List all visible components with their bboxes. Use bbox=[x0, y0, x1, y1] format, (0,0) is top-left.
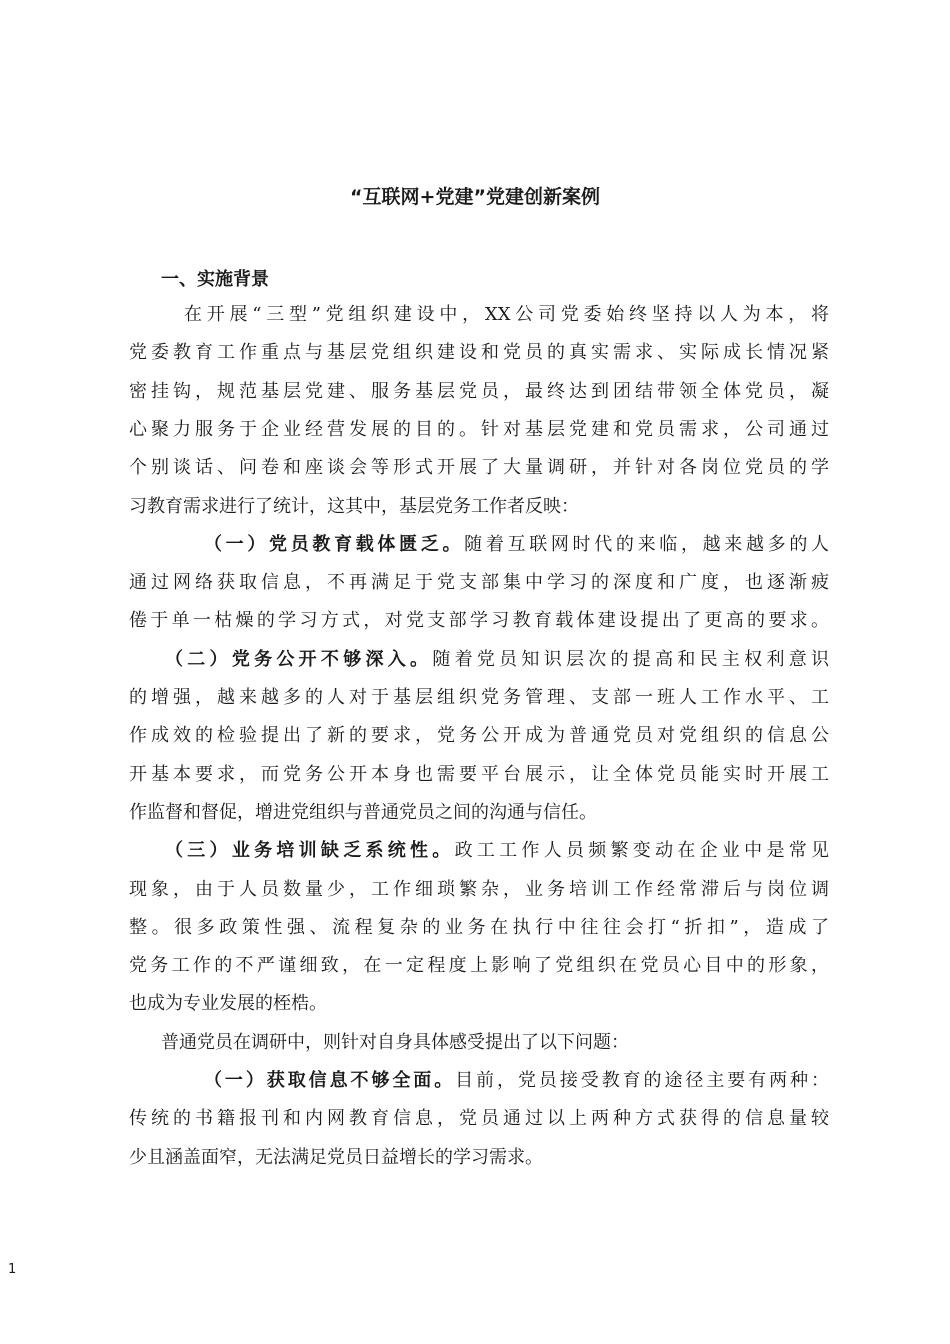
body-line bbox=[129, 570, 829, 596]
body-line bbox=[129, 762, 829, 788]
body-line bbox=[129, 1106, 829, 1132]
body-line bbox=[129, 494, 829, 520]
line-text: 也成为专业发展的桎梏。 bbox=[129, 993, 327, 1015]
body-line bbox=[129, 800, 829, 826]
bold-lead: （一）获取信息不够全面。 bbox=[204, 1070, 456, 1091]
body-line bbox=[204, 532, 829, 558]
line-text: 少且涵盖面窄，无法满足党员日益增长的学习需求。 bbox=[129, 1146, 543, 1168]
body-line bbox=[129, 417, 829, 443]
body-line bbox=[165, 647, 829, 673]
line-text: 心聚力服务于企业经营发展的目的。针对基层党建和党员需求，公司通过 bbox=[129, 418, 829, 440]
page-number: 1 bbox=[8, 1262, 17, 1277]
body-line bbox=[165, 838, 829, 864]
bold-lead: （一）党员教育载体匮乏。 bbox=[204, 533, 465, 555]
line-text: 作监督和督促，增进党组织与普通党员之间的沟通与信任。 bbox=[129, 801, 597, 823]
body-line bbox=[129, 877, 829, 903]
line-text: 在开展“三型”党组织建设中，XX公司党委始终坚持以人为本，将 bbox=[184, 304, 829, 325]
body-line bbox=[129, 915, 829, 941]
line-text: 党务工作的不严谨细致，在一定程度上影响了党组织在党员心目中的形象， bbox=[129, 955, 829, 977]
line-text: 密挂钩，规范基层党建、服务基层党员，最终达到团结带领全体党员，凝 bbox=[129, 380, 829, 402]
line-text: 现象，由于人员数量少，工作细琐繁杂，业务培训工作经常滞后与岗位调 bbox=[129, 878, 829, 900]
line-text: 传统的书籍报刊和内网教育信息，党员通过以上两种方式获得的信息量较 bbox=[129, 1108, 829, 1130]
line-text: 的增强，越来越多的人对于基层组织党务管理、支部一班人工作水平、工 bbox=[129, 687, 829, 708]
line-text: 通过网络获取信息，不再满足于党支部集中学习的深度和广度，也逐渐疲 bbox=[129, 572, 829, 594]
line-text: 作成效的检验提出了新的要求，党务公开成为普通党员对党组织的信息公 bbox=[129, 725, 829, 747]
body-line bbox=[129, 379, 829, 405]
body-line bbox=[129, 953, 829, 979]
body-line bbox=[129, 1145, 829, 1171]
document-title: “互联网+党建”党建创新案例 bbox=[350, 186, 600, 208]
line-text: 党委教育工作重点与基层党组织建设和党员的真实需求、实际成长情况紧 bbox=[129, 342, 829, 364]
line-text: 政工工作人员频繁变动在企业中是常见 bbox=[454, 840, 830, 862]
line-text: 习教育需求进行了统计，这其中，基层党务工作者反映： bbox=[129, 495, 579, 517]
body-line bbox=[129, 723, 829, 749]
line-text: 个别谈话、问卷和座谈会等形式开展了大量调研，并针对各岗位党员的学 bbox=[129, 457, 829, 479]
body-line bbox=[161, 1030, 829, 1056]
bold-lead: （二）党务公开不够深入。 bbox=[165, 648, 433, 670]
line-text: 随着党员知识层次的提高和民主权利意识 bbox=[432, 648, 830, 670]
body-line bbox=[129, 608, 829, 634]
body-line bbox=[129, 340, 829, 366]
line-text: 整。很多政策性强、流程复杂的业务在执行中往往会打“折扣”，造成了 bbox=[129, 916, 829, 938]
body-line bbox=[184, 302, 829, 328]
line-text: 目前，党员接受教育的途径主要有两种： bbox=[455, 1070, 829, 1091]
line-text: 倦于单一枯燥的学习方式，对党支部学习教育载体建设提出了更高的要求。 bbox=[129, 610, 829, 632]
bold-lead: （三）业务培训缺乏系统性。 bbox=[165, 840, 455, 862]
line-text: 随着互联网时代的来临，越来越多的人 bbox=[464, 533, 830, 555]
body-line bbox=[204, 1068, 829, 1094]
body-line bbox=[129, 455, 829, 481]
line-text: 开基本要求，而党务公开本身也需要平台展示，让全体党员能实时开展工 bbox=[129, 763, 829, 785]
body-line bbox=[129, 685, 829, 711]
body-line bbox=[129, 991, 829, 1017]
line-text: 普通党员在调研中，则针对自身具体感受提出了以下问题： bbox=[161, 1031, 629, 1053]
section-heading: 一、实施背景 bbox=[161, 269, 269, 290]
